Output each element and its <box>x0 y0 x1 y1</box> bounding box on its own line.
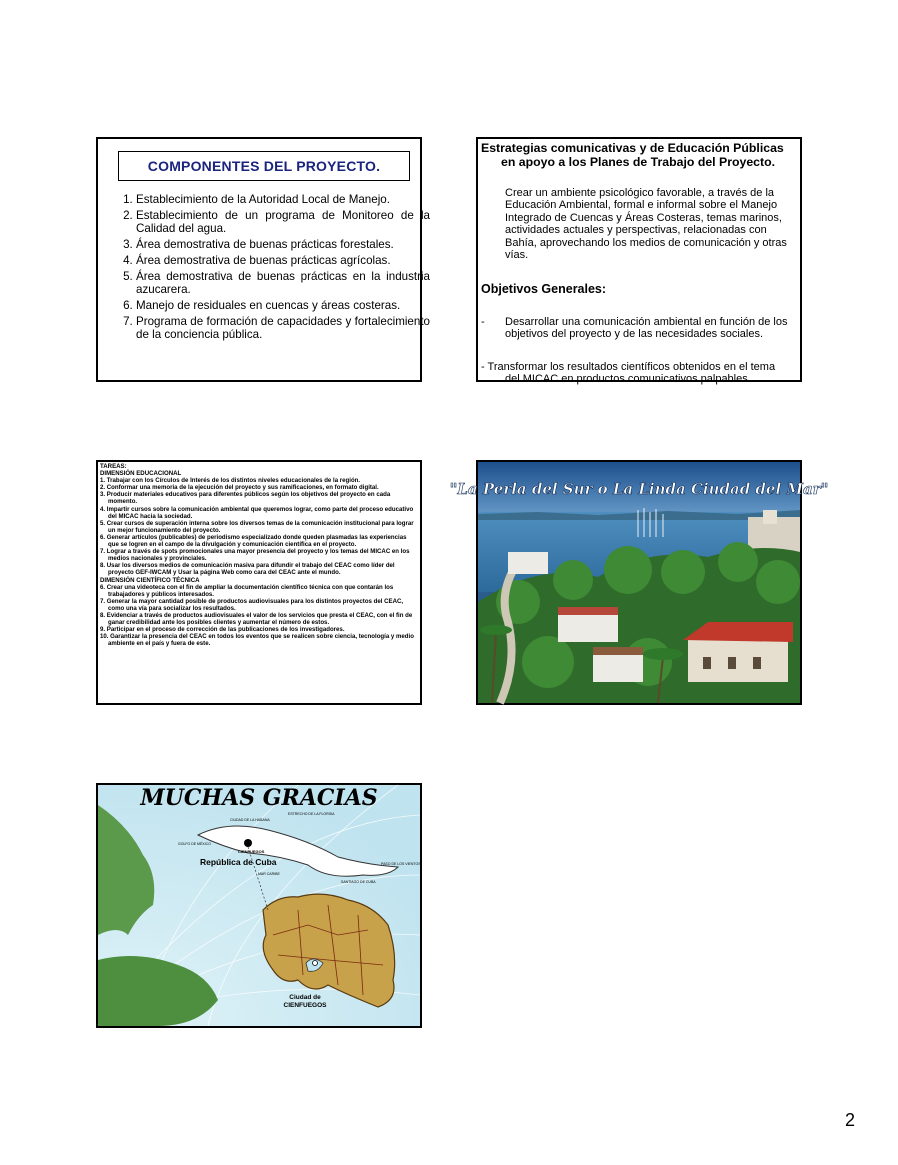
map-label: SANTIAGO DE CUBA <box>341 880 376 884</box>
objectives-heading: Objetivos Generales: <box>481 282 607 297</box>
tasks-heading: TAREAS: <box>100 463 127 470</box>
city-photo <box>449 462 829 703</box>
slide-thanks-map <box>96 783 422 1028</box>
strategies-title-line1: Estrategias comunicativas y de Educación Públicas <box>481 141 784 155</box>
task-item: 3. Producir materiales educativos para diferentes públicos según los objetivos del proyecto en cada momento. <box>100 491 391 506</box>
components-title: COMPONENTES DEL PROYECTO. <box>147 158 381 174</box>
list-item: 4. Área demostrativa de buenas prácticas agrícolas. <box>136 254 430 268</box>
city-marker <box>313 961 318 966</box>
map-label: MAR CARIBE <box>258 872 280 876</box>
list-item: 5. Área demostrativa de buenas prácticas en la industria azucarera. <box>136 270 430 297</box>
components-list <box>114 193 430 344</box>
components-title-box <box>118 151 410 181</box>
task-item: 5. Crear cursos de superación interna sobre los diversos temas de la comunicación institucional para lograr un mejor funcionamiento del proyecto. <box>100 519 414 534</box>
task-item: 1. Trabajar con los Círculos de Interés de los distintos niveles educacionales de la región. <box>100 477 361 485</box>
list-item: 3. Área demostrativa de buenas prácticas forestales. <box>136 238 430 252</box>
section-scientific: DIMENSIÓN CIENTÍFICO TÉCNICA <box>100 576 200 584</box>
objective-text-line2: del MICAC en productos comunicativos palpables. <box>505 373 751 386</box>
page-number: 2 <box>845 1110 856 1130</box>
task-item: 8. Evidenciar a través de productos audiovisuales el valor de los servicios que presta el CEAC, con el fin de ganar credibilidad ante los posibles clientes y aumentar el número de estos. <box>100 611 413 627</box>
slide-strategies <box>476 137 802 386</box>
task-item: 8. Usar los diversos medios de comunicación masiva para difundir el trabajo del CEAC como líder del proyecto GEF-IWCAM y Usar la página Web como cara del CEAC ante el mundo. <box>100 562 395 577</box>
strategies-title <box>481 141 797 169</box>
city-label-line1: Ciudad de <box>289 994 321 1001</box>
task-item: 9. Participar en el proceso de corrección de las publicaciones de los investigadores. <box>100 626 345 634</box>
slide-components <box>96 137 430 382</box>
task-item: 7. Lograr a través de spots promocionales una mayor presencia del proyecto y los temas del MICAC en los medios nacionales y provinciales. <box>100 548 410 563</box>
thanks-title: MUCHAS GRACIAS <box>140 785 378 811</box>
strategies-title-line2: en apoyo a los Planes de Trabajo del Proyecto. <box>501 155 776 169</box>
city-label-line2: CIENFUEGOS <box>283 1002 327 1009</box>
list-item: 2. Establecimiento de un programa de Monitoreo de la Calidad del agua. <box>136 209 430 236</box>
task-item: 6. Crear una videoteca con el fin de ampliar la documentación científico técnica con que contarán los trabajadores y públicos interesados. <box>100 583 394 598</box>
map-label: CIENFUEGOS <box>238 849 265 854</box>
cienfuegos-marker-dot <box>244 839 252 847</box>
task-item: 6. Generar artículos (publicables) de periodismo especializado donde queden plasmadas las experiencias que se logren en el campo de la divulgación y comunicación científica en el proyecto. <box>100 533 407 549</box>
section-educational: DIMENSIÓN EDUCACIONAL <box>100 470 182 478</box>
objective-text-line1: - Transformar los resultados científicos obtenidos en el tema <box>481 360 776 373</box>
slide-tasks <box>96 460 422 705</box>
objective-item <box>481 361 797 386</box>
list-item: 1. Establecimiento de la Autoridad Local de Manejo. <box>136 193 430 207</box>
cuba-map <box>98 785 420 1026</box>
city-photo-caption: "La Perla del Sur o La Linda Ciudad del Mar" <box>449 480 829 498</box>
task-item: 2. Conformar una memoria de la ejecución del proyecto y sus ramificaciones, en formato digital. <box>100 484 379 492</box>
country-label: República de Cuba <box>200 857 277 867</box>
map-label: GOLFO DE MÉXICO <box>178 842 211 846</box>
map-label: PASO DE LOS VIENTOS <box>381 862 421 866</box>
objective-text: Desarrollar una comunicación ambiental en función de los objetivos del proyecto y de las necesidades sociales. <box>505 315 788 341</box>
list-item: 7. Programa de formación de capacidades y fortalecimiento de la conciencia pública. <box>136 315 430 342</box>
task-item: 7. Generar la mayor cantidad posible de productos audiovisuales para los distintos proyectos del CEAC, como una vía para socializar los resultados. <box>100 597 404 612</box>
objective-item <box>481 316 797 341</box>
task-item: 4. Impartir cursos sobre la comunicación ambiental que queremos lograr, como parte del proceso educativo del MICAC hacia la sociedad. <box>100 505 414 520</box>
map-label: CIUDAD DE LA HABANA <box>230 818 270 822</box>
bullet-dash: - <box>481 315 485 328</box>
list-item: 6. Manejo de residuales en cuencas y áreas costeras. <box>136 299 430 313</box>
map-label: ESTRECHO DE LA FLORIDA <box>288 812 335 816</box>
task-item: 10. Garantizar la presencia del CEAC en todos los eventos que se realicen sobre ciencia, tecnología y medio ambiente en el país y fuera de este. <box>100 633 414 648</box>
strategies-paragraph: Crear un ambiente psicológico favorable, a través de la Educación Ambiental, formal e informal sobre el Manejo Integrado de Cuencas y Áreas Costeras, temas marinos, actividades actuales y perspectivas, relacionadas con Bahía, aprovechando los medios de comunicación y otras vías. <box>505 187 787 262</box>
slide-city-photo <box>449 460 829 705</box>
